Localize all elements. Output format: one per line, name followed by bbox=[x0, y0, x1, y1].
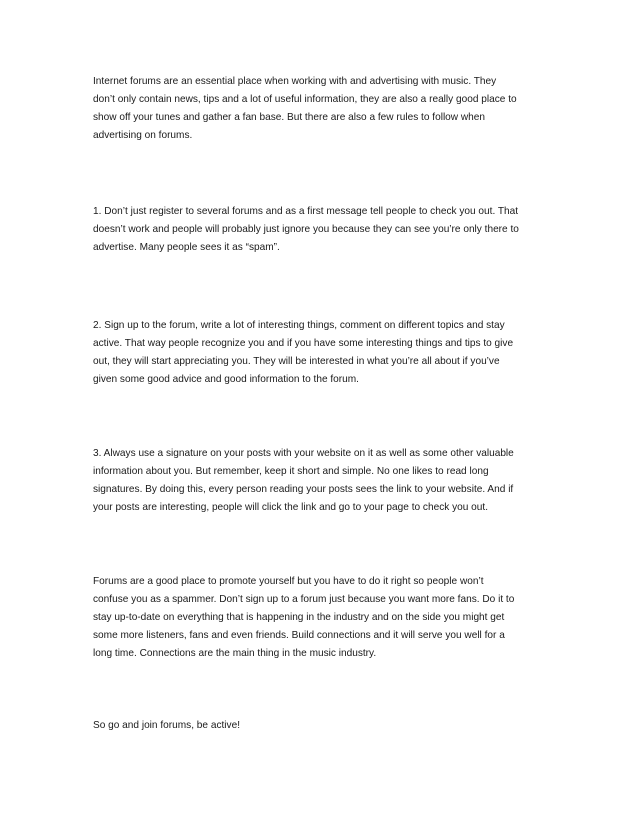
tip-3-paragraph: 3. Always use a signature on your posts with your website on it as well as some other valuable information about you. But remember, keep it short and simple. No one likes to read long signatures. By doing this, every person reading your posts sees the link to your website. And if your posts are interesting, people will click the link and go to your page to check you out. bbox=[93, 448, 514, 513]
tip-1-paragraph: 1. Don’t just register to several forums and as a first message tell people to check you out. That doesn’t work and people will probably just ignore you because they can see you’re only there to advertise. Many people sees it as “spam”. bbox=[93, 206, 519, 253]
intro-paragraph: Internet forums are an essential place when working with and advertising with music. They don’t only contain news, tips and a lot of useful information, they are also a really good place to show off your tunes and gather a fan base. But there are also a few rules to follow when advertising on forums. bbox=[93, 76, 517, 141]
summary-paragraph: Forums are a good place to promote yourself but you have to do it right so people won’t confuse you as a spammer. Don’t sign up to a forum just because you want more fans. Do it to stay up-to-date on everything that is happening in the industry and on the side you might get some more listeners, fans and even friends. Build connections and it will serve you well for a long time. Connections are the main thing in the music industry. bbox=[93, 576, 515, 659]
closing-paragraph: So go and join forums, be active! bbox=[93, 720, 241, 731]
tip-2-paragraph: 2. Sign up to the forum, write a lot of interesting things, comment on different topics and stay active. That way people recognize you and if you have some interesting things and tips to give out, they will start appreciating you. They will be interested in what you’re all about if you’ve given some good advice and good information to the forum. bbox=[93, 320, 514, 385]
